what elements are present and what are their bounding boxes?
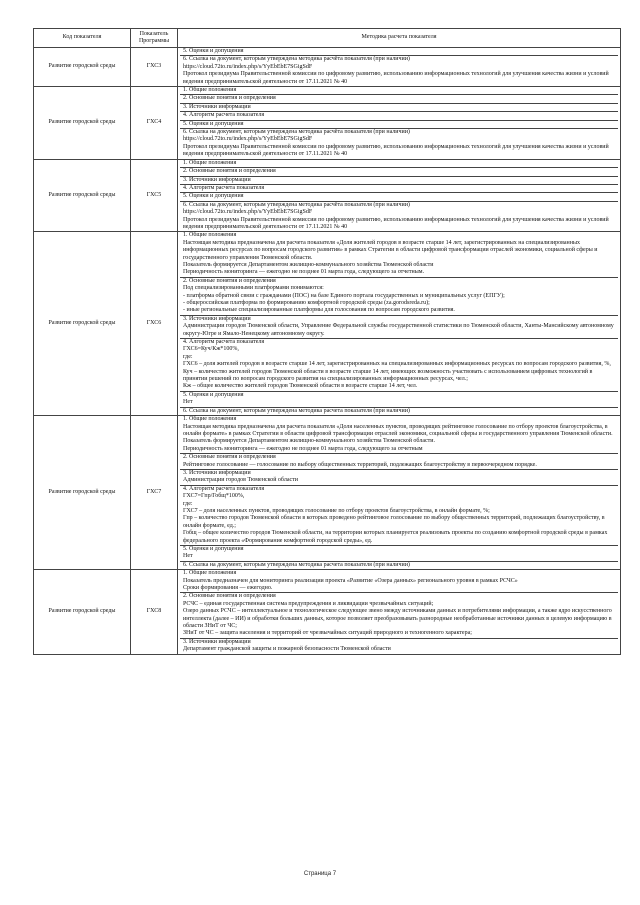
table-header-row [34,29,621,48]
indicator-name-cell: Развитие городской среды [34,570,131,654]
program-indicator-cell: ГХС5 [131,159,178,232]
methodology-section: 5. Оценки и допущения [180,48,618,56]
methodology-section: 1. Общие положения [180,87,618,95]
document-page [33,28,621,655]
methodology-section: 2. Основные понятия и определения [180,168,618,176]
table-row [34,87,621,160]
table-row [34,570,621,654]
methodology-cell [178,416,621,570]
methodology-section: 5. Оценки и допущения [180,193,618,201]
indicators-table [33,28,621,655]
methodology-section: 3. Источники информации [180,104,618,112]
methodology-section: 4. Алгоритм расчета показателя [180,112,618,120]
header-indicator: Показатель Программы [131,29,178,48]
table-body [34,48,621,655]
methodology-section: 3. Источники информации Администрации городов Тюменской области [180,470,618,486]
indicator-name-cell: Развитие городской среды [34,48,131,87]
methodology-cell [178,87,621,160]
methodology-section: 2. Основные понятия и определения [180,95,618,103]
methodology-section: 5. Оценки и допущения Нет [180,392,618,408]
methodology-section: 6. Ссылка на документ, которым утверждена методика расчёта показателя (при наличии) https://cloud.72to.ru/index.php/s/YyEbEbE7SGigSdF Протокол президиума Правительственной комиссии по цифровому развитию, использованию информационных технологий для улучшения качества жизни и условий ведения предпринимательской деятельности от 17.11.2021 № 40 [183,129,609,158]
program-indicator-cell: ГХС3 [131,48,178,87]
table-row [34,48,621,87]
methodology-section: 1. Общие положения Показатель предназначен для мониторинга реализации проекта «Развитие «Озера данных» регионального уровня в рамках РСЧС» Сроки формирования — ежегодно. [180,570,618,593]
header-method: Методика расчета показателя [178,29,621,48]
methodology-section: 4. Алгоритм расчета показателя ГХС7=Гпр/Гобщ*100%, где: ГХС7 – доля населенных пунктов, проводящих голосование по отбору проектов благоустройства, в онлайн формате, %; Гпр – количество городов Тюменской области в которых проведено рейтинговое голосование по выбору общественных территорий, подлежащих благоустройству, в онлайн формате, ед.; Гобщ – общее количество городов Тюменской области, на территории которых планируется реализовать проекты по созданию комфортной городской среды в рамках федерального проекта «Формирование комфортной городской среды», ед. [180,486,618,546]
indicator-name-cell: Развитие городской среды [34,87,131,160]
page-number: Страница 7 [303,871,337,877]
methodology-cell [178,159,621,232]
methodology-section: 3. Источники информации Департамент гражданской защиты и пожарной безопасности Тюменской области [183,638,391,653]
program-indicator-cell: ГХС8 [131,570,178,654]
methodology-section: 1. Общие положения Настоящая методика предназначена для расчета показателя «Доля населенных пунктов, проводящих рейтинговое голосование по отбору проектов благоустройства, в онлайн формате» в рамках Стратегии в области цифровой трансформации отраслей экономики, социальной сферы и государственного управления Тюменской области. Показатель формируется Департаментом жилищно-коммунального хозяйства Тюменской области. Периодичность мониторинга — ежегодно не позднее 01 марта года, следующего за отчетным [180,416,618,454]
methodology-section: 1. Общие положения Настоящая методика предназначена для расчета показателя «Доля жителей городов в возрасте старше 14 лет, зарегистрированных на специализированных информационных ресурсах по вопросам городского развития» в рамках Стратегии в области цифровой трансформации отраслей экономики, социальной сферы и государственного управления Тюменской области. Показатель формируется Департаментом жилищно-коммунального хозяйства Тюменской области Периодичность мониторинга — ежегодно не позднее 01 марта года, следующего за отчетным. [180,232,618,277]
table-row [34,416,621,570]
methodology-cell [178,48,621,87]
methodology-section: 5. Оценки и допущения Нет [180,546,618,562]
table-row [34,159,621,232]
program-indicator-cell: ГХС7 [131,416,178,570]
program-indicator-cell: ГХС6 [131,232,178,416]
methodology-section: 2. Основные понятия и определения Под специализированными платформами понимаются: - платформа обратной связи с гражданами (ПОС) на базе Единого портала государственных и муниципальных услуг (ЕПГУ); - общероссийская платформа по формированию комфортной городской среды (za.gorodsreda.ru); - иные региональные специализированные платформы для голосования по вопросам городского развития. [180,278,618,316]
program-indicator-cell: ГХС4 [131,87,178,160]
methodology-section: 2. Основные понятия и определения РСЧС – единая государственная система предупреждения и ликвидации чрезвычайных ситуаций; Озеро данных РСЧС – интеллектуальное и технологическое следующее звено между источниками данных и потребителями информации, а также ядро искусственного интеллекта (далее – ИИ) и обработки больших данных, которое позволяет преобразовывать разнородные необработанные источники данных в целевую информацию в области ЗНиТ от ЧС; ЗНиТ от ЧС – защита населения и территорий от чрезвычайных ситуаций природного и техногенного характера; [180,593,618,638]
methodology-section: 3. Источники информации [180,177,618,185]
methodology-section: 6. Ссылка на документ, которым утверждена методика расчёта показателя (при наличии) https://cloud.72to.ru/index.php/s/YyEbEbE7SGigSdF Протокол президиума Правительственной комиссии по цифровому развитию, использованию информационных технологий для улучшения качества жизни и условий ведения предпринимательской деятельности от 17.11.2021 № 40 [183,56,609,85]
methodology-section: 4. Алгоритм расчета показателя ГХС6=Куч/Кж*100%, где: ГХС6 – доля жителей городов в возрасте старше 14 лет, зарегистрированных на специализированных информационных ресурсах по вопросам городского развития, %, Куч – количество жителей городов Тюменской области в возрасте старше 14 лет, имеющих возможность участвовать с использованием цифровых технологий в принятии решений по вопросам городского развития на специализированных информационных ресурсах, чел.; Кж – общее количество жителей городов Тюменской области в возрасте старше 14 лет, чел. [180,339,618,392]
methodology-cell [178,232,621,416]
methodology-section: 4. Алгоритм расчета показателя [180,185,618,193]
indicator-name-cell: Развитие городской среды [34,232,131,416]
methodology-cell [178,570,621,654]
methodology-section: 3. Источники информации Администрации городов Тюменской области, Управление Федеральной службы государственной статистики по Тюменской области, Ханты-Мансийскому автономному округу-Югре и Ямало-Ненецкому автономному округу. [180,316,618,339]
methodology-section: 6. Ссылка на документ, которым утверждена методика расчета показателя (при наличии) [183,407,410,414]
table-row [34,232,621,416]
header-code: Код показателя [34,29,131,48]
methodology-section: 6. Ссылка на документ, которым утверждена методика расчета показателя (при наличии) [183,561,410,568]
indicator-name-cell: Развитие городской среды [34,159,131,232]
methodology-section: 2. Основные понятия и определения Рейтинговое голосование — голосование по выбору общественных территорий, подлежащих благоустройству в первоочередном порядке. [180,454,618,470]
indicator-name-cell: Развитие городской среды [34,416,131,570]
methodology-section: 1. Общие положения [180,160,618,168]
methodology-section: 5. Оценки и допущения [180,121,618,129]
methodology-section: 6. Ссылка на документ, которым утверждена методика расчёта показателя (при наличии) https://cloud.72to.ru/index.php/s/YyEbEbE7SGigSdF Протокол президиума Правительственной комиссии по цифровому развитию, использованию информационных технологий для улучшения качества жизни и условий ведения предпринимательской деятельности от 17.11.2021 № 40 [183,201,609,230]
